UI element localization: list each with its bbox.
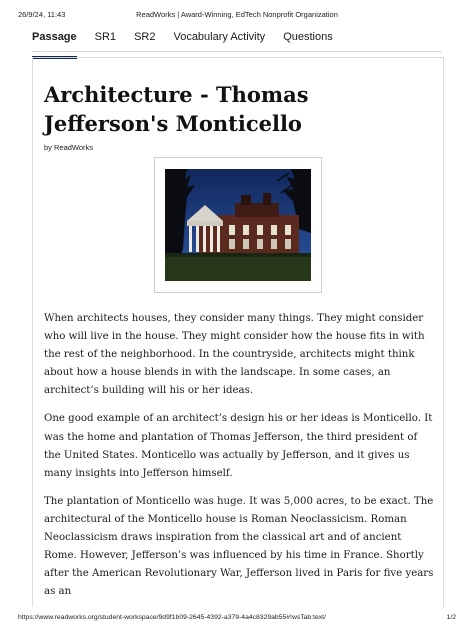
passage-paragraph: One good example of an architect’s design his or her ideas is Monticello. It was the home and plantation of Thomas Jefferson, the third president of the United States. Monticello was actually by Jefferson, and it gives us many insights into Jefferson himself.: [44, 413, 433, 479]
passage-card: [32, 57, 444, 607]
tab-sr1[interactable]: SR1: [94, 31, 117, 43]
tab-sr2[interactable]: SR2: [134, 31, 156, 43]
passage-text: [44, 310, 437, 607]
article-image-frame: [154, 157, 322, 293]
print-page-title: ReadWorks | Award-Winning, EdTech Nonprofit Organization: [136, 10, 338, 19]
print-footer: [18, 614, 456, 626]
print-page-number: 1/2: [446, 614, 456, 621]
article-title: Architecture - Thomas Jefferson's Monticello: [44, 82, 309, 136]
article-byline: by ReadWorks: [44, 143, 94, 152]
print-header: [18, 10, 456, 22]
passage-paragraph: When architects houses, they consider many things. They might consider who will live in the house. They might consider how the house fits in with the rest of the neighborhood. In the countryside, architects might think about how a house blends in with the landscape. In some cases, an architect’s building will his or her ideas.: [44, 313, 425, 397]
tab-bar: [32, 30, 442, 52]
print-url: https://www.readworks.org/student-workspace/9d9f1b09-2645-4392-a379-4a4c8329ab55#!wsTab:text/: [18, 614, 326, 621]
tab-questions[interactable]: Questions: [283, 31, 333, 43]
passage-paragraph: The plantation of Monticello was huge. It was 5,000 acres, to be exact. The architectural of the Monticello house is Roman Neoclassicism. Roman Neoclassicism draws inspiration from the classical art and of ancient Rome. However, Jefferson’s was influenced by his time in France. Shortly after the American Revolutionary War, Jefferson lived in Paris for five years as an: [44, 495, 434, 598]
tab-vocabulary-activity[interactable]: Vocabulary Activity: [173, 31, 266, 43]
monticello-photo: [165, 169, 311, 281]
print-datetime: 26/9/24, 11:43: [18, 10, 66, 19]
tab-passage[interactable]: Passage: [32, 30, 77, 51]
